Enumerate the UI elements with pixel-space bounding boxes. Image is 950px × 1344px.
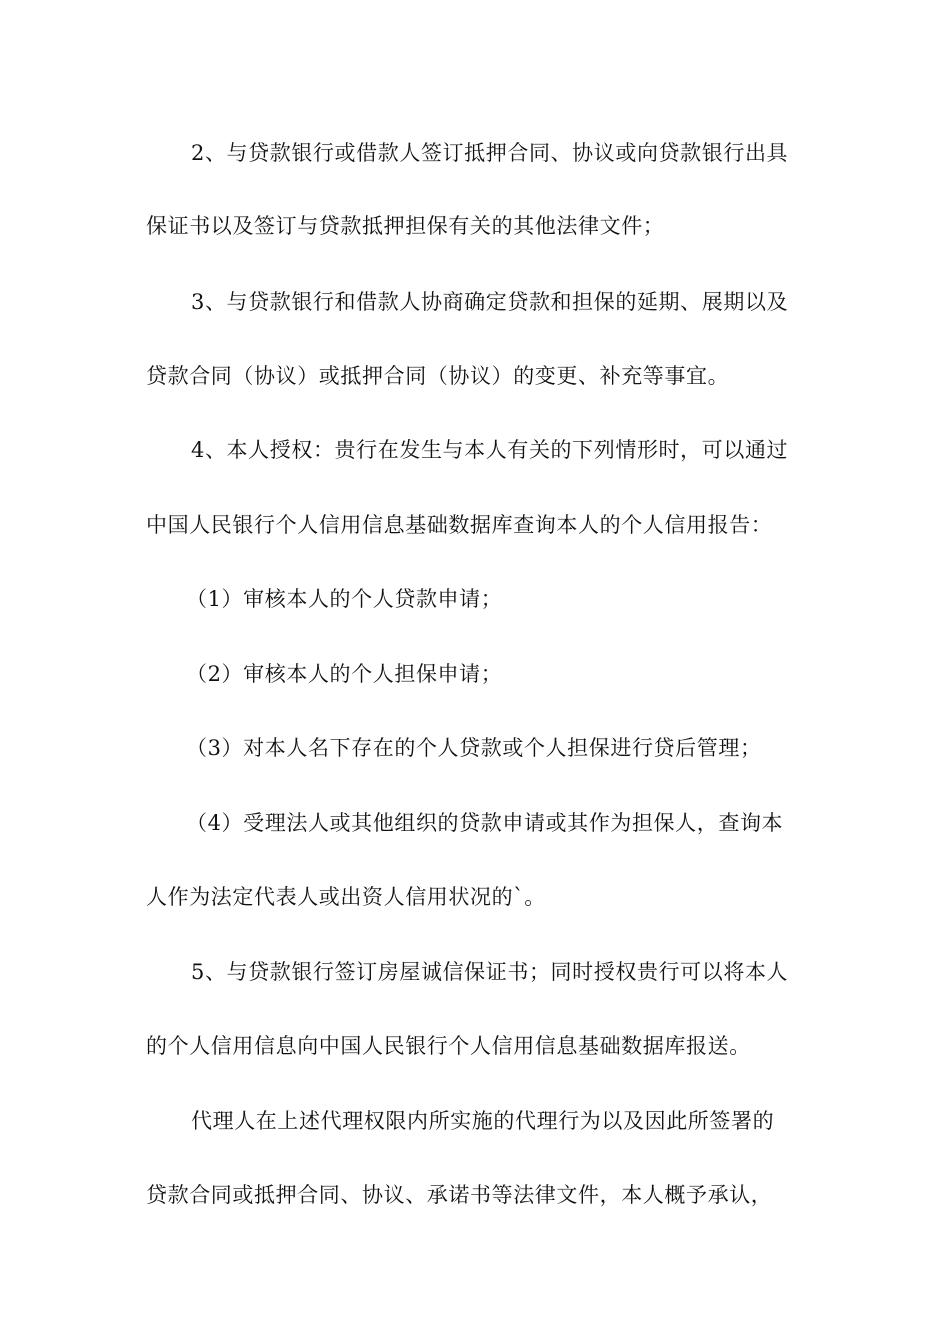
paragraph-3-line-1: 3、与贷款银行和借款人协商确定贷款和担保的延期、展期以及	[191, 290, 789, 314]
paragraph-4-line-2: 中国人民银行个人信用信息基础数据库查询本人的个人信用报告：	[146, 513, 773, 537]
list-item-3: （3）对本人名下存在的个人贷款或个人担保进行贷后管理；	[186, 736, 762, 760]
paragraph-2-line-1: 2、与贷款银行或借款人签订抵押合同、协议或向贷款银行出具	[191, 141, 789, 165]
paragraph-5-line-2: 的个人信用信息向中国人民银行个人信用信息基础数据库报送。	[146, 1034, 751, 1058]
paragraph-3-line-2: 贷款合同（协议）或抵押合同（协议）的变更、补充等事宜。	[146, 364, 730, 388]
paragraph-5-line-1: 5、与贷款银行签订房屋诚信保证书；同时授权贵行可以将本人	[191, 960, 789, 984]
list-item-4-line-2: 人作为法定代表人或出资人信用状况的`。	[146, 885, 546, 909]
list-item-4-line-1: （4）受理法人或其他组织的贷款申请或其作为担保人，查询本	[186, 811, 784, 835]
list-item-1: （1）审核本人的个人贷款申请；	[186, 587, 503, 611]
list-item-2: （2）审核本人的个人担保申请；	[186, 662, 503, 686]
paragraph-6-line-1: 代理人在上述代理权限内所实施的代理行为以及因此所签署的	[191, 1109, 775, 1133]
paragraph-2-line-2: 保证书以及签订与贷款抵押担保有关的其他法律文件；	[146, 214, 665, 238]
paragraph-6-line-2: 贷款合同或抵押合同、协议、承诺书等法律文件，本人概予承认，	[146, 1183, 773, 1207]
paragraph-4-line-1: 4、本人授权：贵行在发生与本人有关的下列情形时，可以通过	[191, 438, 789, 462]
